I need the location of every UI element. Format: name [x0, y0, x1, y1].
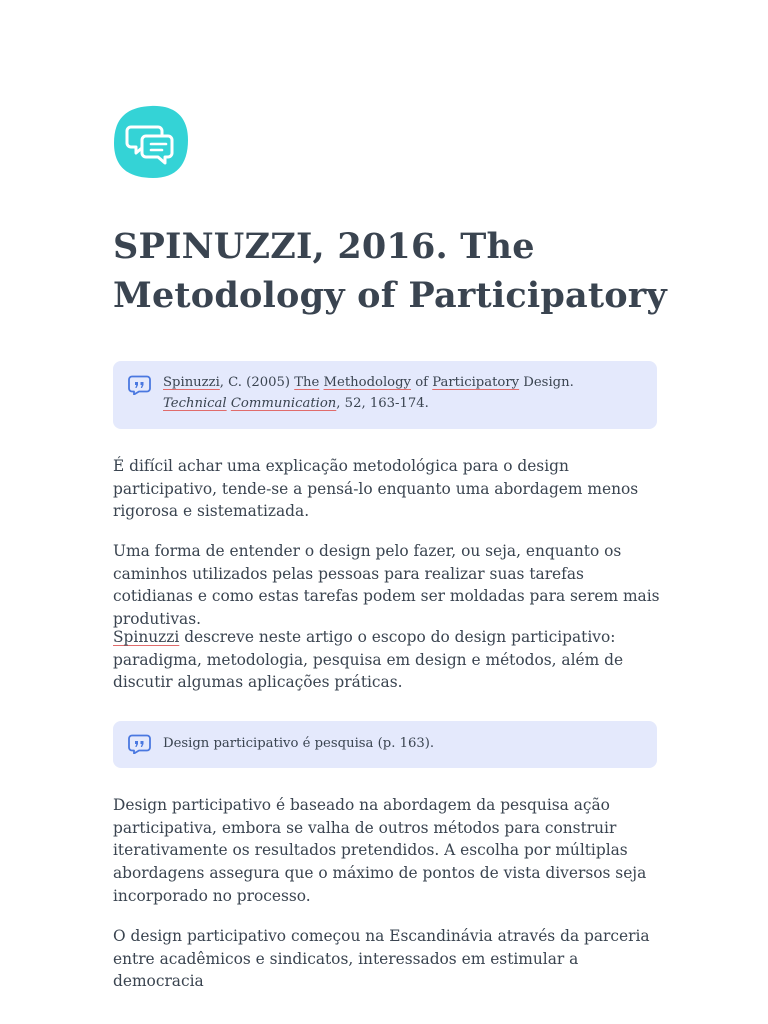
citation-callout	[113, 361, 657, 429]
quote-text: Design participativo é pesquisa (p. 163).	[163, 736, 435, 751]
quote-icon	[128, 375, 151, 395]
citation-pages: , 52, 163-174.	[336, 395, 429, 411]
citation-word-design: Design.	[519, 375, 574, 390]
citation-author-link[interactable]: Spinuzzi	[163, 375, 220, 390]
citation-word-participatory: Participatory	[432, 375, 520, 390]
quote-callout	[113, 721, 657, 768]
citation-journal-part1: Technical	[163, 395, 227, 411]
citation-word-the: The	[294, 375, 320, 390]
paragraph-1: É difícil achar uma explicação metodológica para o design participativo, tende-se a pensá-lo enquanto uma abordagem menos rigorosa e sistematizada.	[113, 457, 639, 521]
page-title: SPINUZZI, 2016. The Metodology of Participatory	[113, 226, 667, 316]
paragraph-3	[113, 626, 661, 694]
chat-bubbles-icon	[113, 105, 189, 179]
author-link[interactable]: Spinuzzi	[113, 628, 180, 646]
citation-journal-part2: Communication	[230, 395, 337, 411]
paragraph-5: O design participativo começou na Escandinávia através da parceria entre acadêmicos e sindicatos, interessados em estimular a democracia	[113, 927, 650, 991]
citation-word-of: of	[411, 375, 433, 390]
paragraph-3-text: descreve neste artigo o escopo do design participativo: paradigma, metodologia, pesquisa em design e métodos, além de discutir algumas aplicações práticas.	[113, 628, 624, 692]
citation-year: , C. (2005)	[219, 375, 295, 390]
paragraph-4: Design participativo é baseado na abordagem da pesquisa ação participativa, embora se valha de outros métodos para construir iterativamente os resultados pretendidos. A escolha por múltiplas abordagens assegura que o máximo de pontos de vista diversos seja incorporado no processo.	[113, 796, 647, 905]
paragraph-2: Uma forma de entender o design pelo fazer, ou seja, enquanto os caminhos utilizados pelas pessoas para realizar suas tarefas cotidianas e como estas tarefas podem ser moldadas para serem mais produtivas.	[113, 542, 660, 629]
citation-word-methodology: Methodology	[323, 375, 412, 390]
quote-icon	[128, 734, 151, 754]
